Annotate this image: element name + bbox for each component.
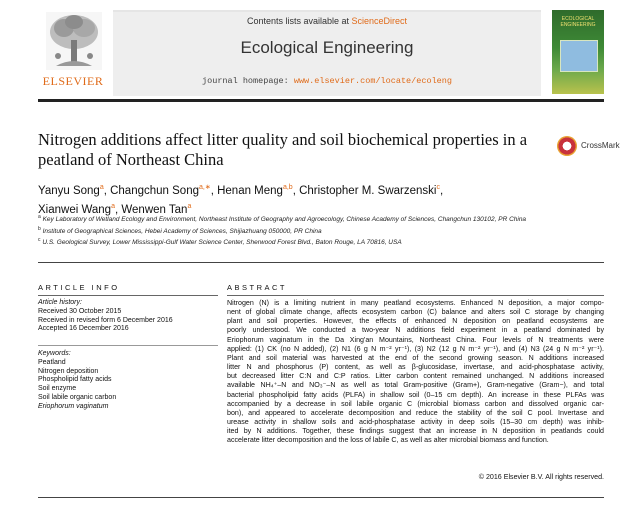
- abstract-line: litter N and phosphorus (P) content, as well as β-glucosidase, invertase, and acid-phosphatase activity,: [227, 363, 604, 372]
- copyright-notice: © 2016 Elsevier B.V. All rights reserved.: [478, 473, 604, 481]
- elsevier-tree-icon: [46, 12, 102, 70]
- author[interactable]: Xianwei Wang$^a$: [38, 202, 115, 216]
- abstract-line: ited by N additions. Together, these findings suggest that an increase in N deposition in peatlands could: [227, 427, 604, 436]
- abstract-line: nent of global climate change, affects ecosystem carbon (C) balance and alters soil C storage by changing: [227, 308, 604, 317]
- keyword[interactable]: Soil enzyme: [38, 385, 77, 393]
- history-entry: Received 30 October 2015: [38, 307, 122, 315]
- history-label: Article history:: [38, 299, 82, 306]
- keyword[interactable]: Soil labile organic carbon: [38, 393, 117, 401]
- abstract-line: Nitrogen (N) is a limiting nutrient in many peatland ecosystems. Enhanced N deposition, a major compo-: [227, 299, 604, 307]
- journal-header: [38, 8, 604, 96]
- abstract-line: accompanied by a decrease in soil labile organic C (microbial biomass carbon and dissolved organic car-: [227, 399, 604, 408]
- abstract-line: Plant and soil material was harvested at the end of the second growing season. N additions increased: [227, 353, 604, 362]
- article-info-heading: ARTICLE INFO: [38, 283, 120, 292]
- masthead: [113, 10, 541, 96]
- abstract-divider: [227, 295, 604, 296]
- cover-image: [560, 40, 598, 72]
- affiliations-divider: [38, 262, 604, 263]
- history-entry: Accepted 16 December 2016: [38, 325, 129, 333]
- journal-cover-thumbnail[interactable]: [552, 10, 604, 94]
- author[interactable]: Yanyu Song$^a$: [38, 184, 104, 197]
- author[interactable]: Henan Meng$^{a,b}$: [217, 184, 293, 197]
- article-title: Nitrogen additions affect litter quality and soil biochemical properties in a peatland of Northeast China: [38, 130, 528, 169]
- abstract-line: bon), and appeared to accelerate decomposition and reduce the stability of the soil C pool. Invertase and: [227, 408, 604, 417]
- contents-line: [113, 16, 541, 26]
- abstract-line: but decreased litter C:N and C:P ratios. Litter carbon content remained unchanged. N additions increased: [227, 372, 604, 381]
- affiliation: $^c$ U.S. Geological Survey, Lower Mississippi-Gulf Water Science Center, Sherwood Forest Blvd., Baton Rouge, LA 70816, USA: [38, 237, 402, 247]
- affiliation: $^a$ Key Laboratory of Wetland Ecology and Environment, Northeast Institute of Geography and Agroecology, Chinese Academy of Sciences, Changchun 130102, PR China: [38, 214, 527, 224]
- article-history: [38, 299, 218, 334]
- abstract-line: bacterial phospholipid fatty acids (PLFA) in shallow soil (0–15 cm depth). An increase in these PLFAs was: [227, 390, 604, 399]
- abstract-line: Eriophorum vaginatum in the Da Xing'an Mountains, Northeast China. Four levels of N treatments were: [227, 335, 604, 344]
- publisher-wordmark: ELSEVIER: [42, 74, 104, 88]
- article-info-divider: [38, 295, 218, 296]
- keyword[interactable]: Peatland: [38, 358, 66, 366]
- journal-homepage-link[interactable]: www.elsevier.com/locate/ecoleng: [293, 76, 452, 86]
- crossmark-badge[interactable]: [557, 136, 637, 158]
- author[interactable]: Changchun Song$^{a,∗}$: [110, 184, 211, 197]
- keyword[interactable]: Nitrogen deposition: [38, 367, 99, 375]
- abstract-line: poorly understood. We conducted a two-year N additions field experiment in a peatland dominated by: [227, 326, 604, 335]
- bottom-divider: [38, 497, 604, 498]
- homepage-line: [113, 76, 541, 86]
- contents-prefix: Contents lists available at: [246, 16, 352, 26]
- author[interactable]: Wenwen Tan$^a$: [121, 202, 192, 216]
- keywords-label: Keywords:: [38, 350, 71, 357]
- abstract-line: urease activity in shallow soils and acid-phosphatase activity in deep soils (15–30 cm depth) was inhib-: [227, 418, 604, 427]
- abstract-heading: ABSTRACT: [227, 283, 288, 292]
- history-entry: Received in revised form 6 December 2016: [38, 316, 173, 324]
- sciencedirect-link[interactable]: ScienceDirect: [351, 16, 408, 26]
- journal-title[interactable]: Ecological Engineering: [240, 38, 414, 57]
- keyword[interactable]: Phospholipid fatty acids: [38, 376, 112, 384]
- cover-title: ECOLOGICAL ENGINEERING: [560, 16, 596, 28]
- crossmark-label: CrossMark: [581, 141, 620, 150]
- abstract-line: accelerate litter decomposition and the loss of labile C, as well as alter microbial biomass and function.: [227, 436, 549, 445]
- abstract-line: plant and soil properties. However, the effects of enhanced N deposition on peatland ecosystems are: [227, 317, 604, 326]
- abstract-line: available NH₄⁺–N and NO₃⁻–N as well as total Gram-positive (Gram+), Gram-negative (Gram−), and total: [227, 381, 604, 390]
- crossmark-icon: [557, 136, 577, 156]
- keyword[interactable]: Eriophorum vaginatum: [38, 402, 109, 410]
- elsevier-logo[interactable]: [38, 12, 108, 92]
- history-divider: [38, 345, 218, 346]
- author-list: Yanyu Song$^a$, Changchun Song$^{a,∗}$, Henan Meng$^{a,b}$, Christopher M. Swarzenski$^c$, Xianwei Wang$^a$, Wenwen Tan$^a$: [38, 184, 444, 216]
- affiliations: [38, 213, 538, 248]
- keywords: [38, 350, 218, 412]
- affiliation: $^b$ Institute of Geographical Sciences, Hebei Academy of Sciences, Shijiazhuang 050000, PR China: [38, 225, 322, 235]
- abstract-body: [227, 299, 604, 446]
- homepage-prefix: journal homepage:: [202, 76, 294, 86]
- author[interactable]: Christopher M. Swarzenski$^c$: [299, 184, 440, 197]
- header-divider: [38, 99, 604, 102]
- abstract-line: applied: (1) CK (no N added), (2) N1 (6 g N m⁻² yr⁻¹), (3) N2 (12 g N m⁻² yr⁻¹), and (4) N3 (24 g N m⁻² yr⁻¹).: [227, 344, 604, 353]
